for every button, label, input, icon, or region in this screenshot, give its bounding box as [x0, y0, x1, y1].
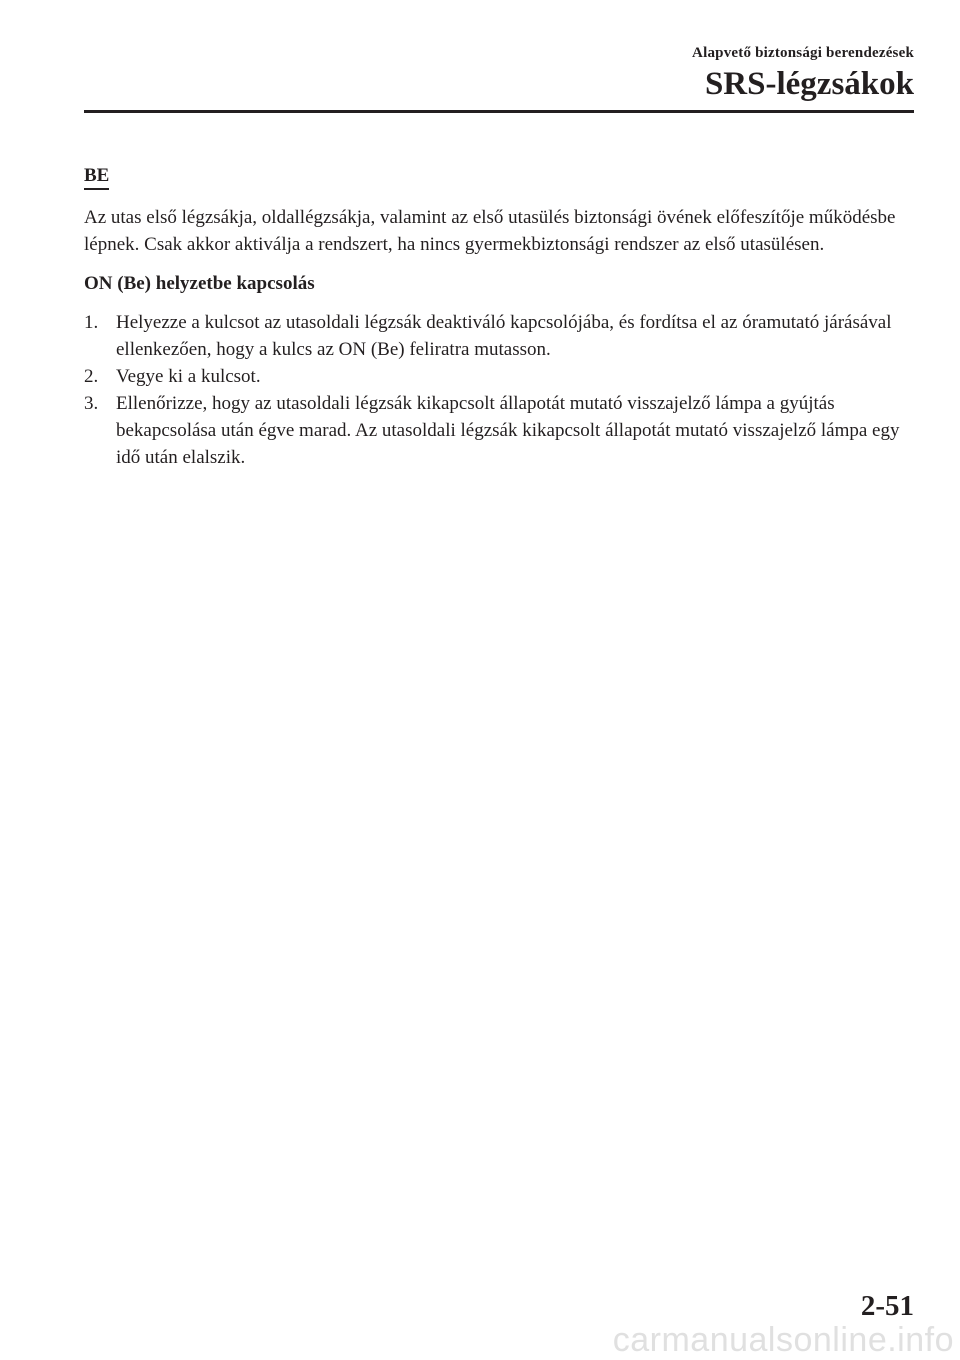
step-item-3	[84, 390, 914, 471]
step-text: Helyezze a kulcsot az utasoldali légzsák deaktiváló kapcsolójába, és fordítsa el az óramutató járásával ellenkezően, hogy a kulcs az ON (Be) feliratra mutasson.	[116, 312, 892, 360]
procedure-heading: ON (Be) helyzetbe kapcsolás	[84, 273, 315, 294]
section-title: Alapvető biztonsági berendezések	[692, 45, 914, 61]
sub-heading-be: BE	[84, 165, 109, 190]
chapter-title: SRS-légzsákok	[704, 66, 914, 102]
watermark: carmanualsonline.info	[612, 1321, 954, 1359]
step-text: Ellenőrizze, hogy az utasoldali légzsák kikapcsolt állapotát mutató visszajelző lámpa a gyújtás bekapcsolása után égve marad. Az utasoldali légzsák kikapcsolt állapotát mutató visszajelző lámpa egy idő után elalszik.	[116, 393, 900, 468]
page-header	[692, 44, 914, 102]
page-number: 2-51	[860, 1290, 914, 1322]
header-divider	[84, 110, 914, 113]
main-content	[84, 162, 914, 471]
description-paragraph: Az utas első légzsákja, oldallégzsákja, valamint az első utasülés biztonsági övének előfeszítője működésbe lépnek. Csak akkor aktiválja a rendszert, ha nincs gyermekbiztonsági rendszer az első utasülésen.	[84, 207, 896, 255]
step-number: 3.	[84, 393, 99, 414]
procedure-steps	[84, 309, 914, 471]
step-text: Vegye ki a kulcsot.	[116, 366, 261, 387]
step-number: 1.	[84, 312, 99, 333]
step-item-2	[84, 363, 914, 390]
step-item-1	[84, 309, 914, 363]
step-number: 2.	[84, 366, 99, 387]
